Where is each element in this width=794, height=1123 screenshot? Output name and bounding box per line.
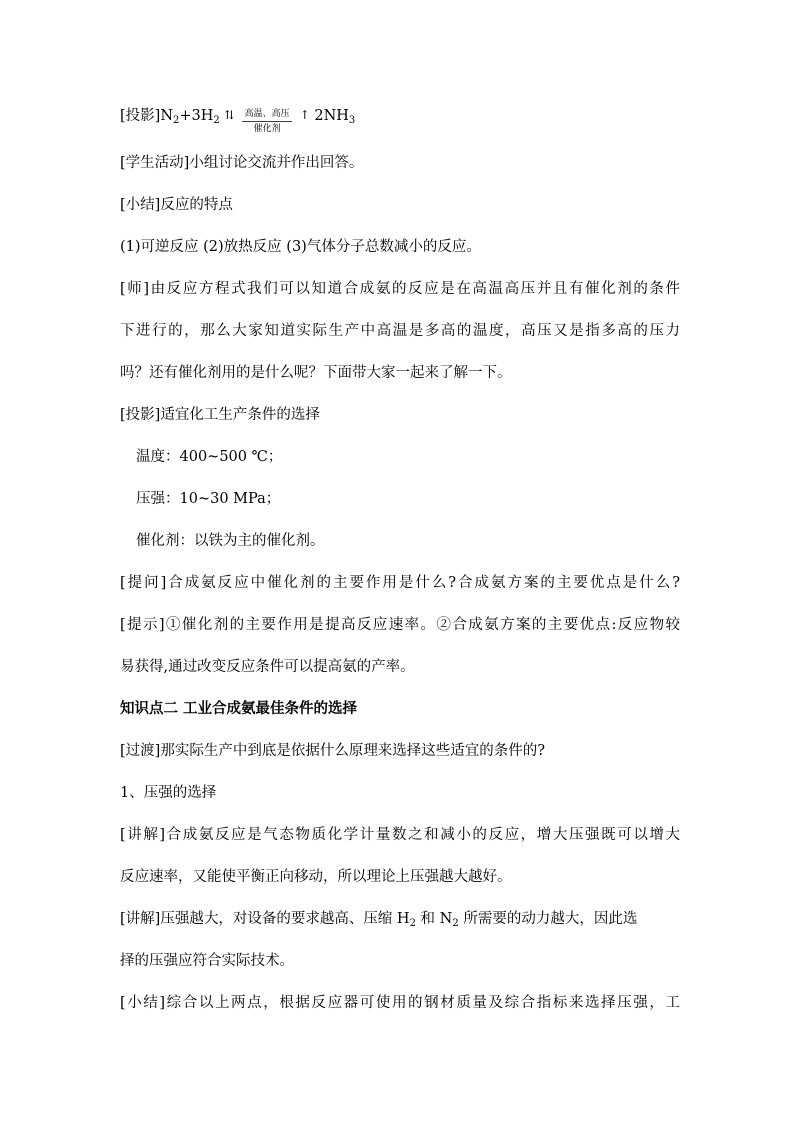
text-line-temperature: 温度：400~500 ℃； xyxy=(136,449,283,465)
text-line-question: [提问]合成氨反应中催化剂的主要作用是什么?合成氨方案的主要优点是什么? xyxy=(120,575,680,591)
equation-line xyxy=(120,106,680,138)
n2-sub-inline: 2 xyxy=(452,918,459,929)
equation-prefix: [投影]N xyxy=(120,108,174,124)
explain-2a-part1: [讲解]压强越大，对设备的要求越高、压缩 H xyxy=(120,911,410,927)
text-line-summary-heading: [小结]反应的特点 xyxy=(120,197,233,213)
text-line-transition: [过渡]那实际生产中到底是依据什么原理来选择这些适宜的条件的? xyxy=(120,743,546,759)
text-line-reaction-features: (1)可逆反应 (2)放热反应 (3)气体分子总数减小的反应。 xyxy=(120,239,481,255)
text-line-catalyst: 催化剂：以铁为主的催化剂。 xyxy=(136,533,325,549)
reversible-mark-icon: ⇅ xyxy=(224,108,235,122)
h2-subscript: 2 xyxy=(213,115,220,126)
text-line-projection-conditions: [投影]适宜化工生产条件的选择 xyxy=(120,407,320,423)
plus-h2: +3H xyxy=(179,108,214,124)
arrow-conditions-bottom: 催化剂 xyxy=(253,124,281,134)
text-line-explain-1b: 反应速率，又能使平衡正向移动，所以理论上压强越大越好。 xyxy=(120,869,512,885)
text-line-summary-2: [小结]综合以上两点，根据反应器可使用的钢材质量及综合指标来选择压强，工 xyxy=(120,995,680,1011)
text-line-explain-2a xyxy=(120,909,680,934)
text-line-explain-2b: 择的压强应符合实际技术。 xyxy=(120,953,294,969)
nh3-subscript: 3 xyxy=(348,115,356,126)
dagger-mark-icon: ↑ xyxy=(299,108,310,122)
reaction-arrow xyxy=(241,109,293,134)
text-line-hint-1: [提示]①催化剂的主要作用是提高反应速率。②合成氨方案的主要优点:反应物较 xyxy=(120,617,680,633)
text-line-pressure-selection: 1、压强的选择 xyxy=(120,785,217,801)
explain-2a-part2: 和 N xyxy=(415,911,453,927)
n2-subscript: 2 xyxy=(173,115,180,126)
text-line-teacher-1: [师]由反应方程式我们可以知道合成氨的反应是在高温高压并且有催化剂的条件 xyxy=(120,281,680,297)
text-line-pressure: 压强：10~30 MPa； xyxy=(136,491,281,507)
product-nh3: 2NH xyxy=(309,108,349,124)
text-line-teacher-2: 下进行的，那么大家知道实际生产中高温是多高的温度，高压又是指多高的压力 xyxy=(120,323,680,339)
text-line-teacher-3: 吗？还有催化剂用的是什么呢？下面带大家一起来了解一下。 xyxy=(120,365,512,381)
text-line-student-activity: [学生活动]小组讨论交流并作出回答。 xyxy=(120,155,364,171)
h2-sub-inline: 2 xyxy=(409,918,416,929)
explain-2a-part3: 所需要的动力越大，因此选 xyxy=(458,911,638,927)
text-line-explain-1a: [讲解]合成氨反应是气态物质化学计量数之和减小的反应，增大压强既可以增大 xyxy=(120,827,680,843)
arrow-conditions-top: 高温、高压 xyxy=(244,109,290,119)
text-line-hint-2: 易获得,通过改变反应条件可以提高氨的产率。 xyxy=(120,659,415,675)
section-heading-knowledge-point-2: 知识点二 工业合成氨最佳条件的选择 xyxy=(120,700,358,717)
